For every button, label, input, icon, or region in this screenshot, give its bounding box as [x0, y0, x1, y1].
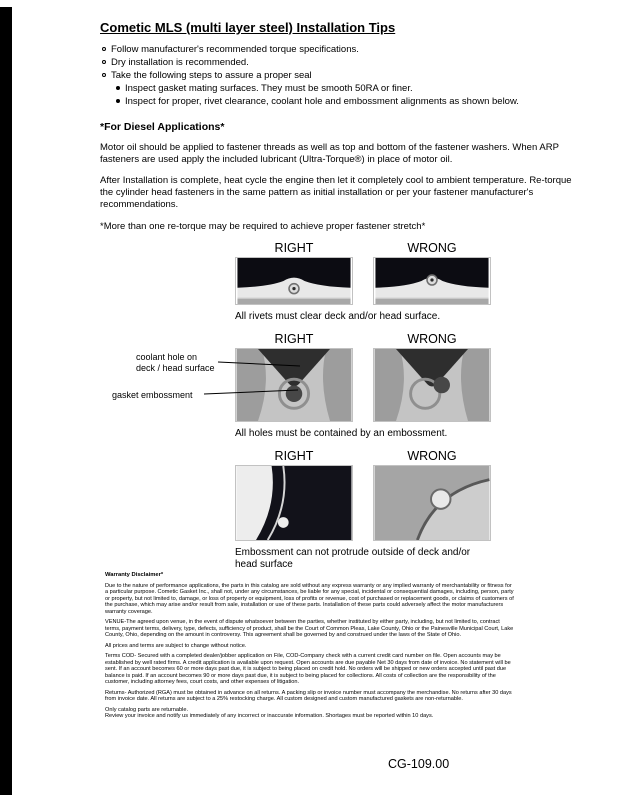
hollow-bullet-icon — [102, 47, 106, 51]
warranty-paragraph: VENUE-The agreed upon venue, in the event of dispute whatsoever between the parties, whether instituted by either party, including, but not limited to, contract terms, payment terms, delivery, type, defects, sufficiency of product, shall be the Court of Common Pleas, Lake County, Ohio or the Painesville Municipal Court, Lake County, Ohio, depending on the amount in controversy. This agreement shall be governed by and construed under the laws of the State of Ohio. — [105, 619, 514, 638]
wrong-label: WRONG — [407, 241, 457, 255]
page-title: Cometic MLS (multi layer steel) Installation Tips — [100, 20, 396, 35]
filled-bullet-icon — [116, 86, 120, 90]
figure-caption-rivets: All rivets must clear deck and/or head surface. — [235, 311, 441, 322]
figure-rivets — [100, 241, 580, 323]
tip-item — [100, 56, 580, 69]
warranty-paragraph: All prices and terms are subject to change without notice. — [105, 642, 247, 649]
binding-black-bar — [0, 7, 12, 795]
tip-text: Take the following steps to assure a proper seal — [111, 70, 312, 81]
tip-text: Dry installation is recommended. — [111, 57, 249, 68]
page-number: CG-109.00 — [388, 757, 450, 771]
tip-sub-item — [100, 82, 580, 95]
figure-caption-holes: All holes must be contained by an embossment. — [235, 428, 448, 439]
main-content — [100, 20, 580, 571]
figure-caption-embossment: Embossment can not protrude outside of deck and/or head surface — [235, 547, 471, 570]
figure-labels — [235, 449, 491, 463]
retorque-note: *More than one re-torque may be required to achieve proper fastener stretch* — [100, 221, 426, 232]
figure-panels — [235, 348, 491, 422]
figure-panels — [235, 257, 491, 305]
diesel-paragraph-1: Motor oil should be applied to fastener threads as well as top and bottom of the fastener washers. When ARP fasteners are used apply the included lubricant (Ultra-Torque®) in place of motor oil. — [100, 142, 559, 165]
embossment-right-image — [235, 465, 353, 541]
warranty-paragraph: Due to the nature of performance applications, the parts in this catalog are sold without any express warranty or any implied warranty of merchantability or fitness for a particular purpose. Cometic Gasket Inc., shall not, under any circumstances, be liable for any special, incidental or consequential damages, including, person, party or property, but not limited to, damage, or loss of property or equipment, loss of profits or revenue, cost of purchased or replacement goods, or claims of customers of the purchase, which may arise and/or result from sale, installation or use of these parts. Installation of these parts could adversely affect the motor manufacturers warranty coverage. — [105, 582, 514, 615]
hole-right-image — [235, 348, 353, 422]
right-label: RIGHT — [274, 449, 314, 463]
figure-labels — [235, 332, 491, 346]
hole-wrong-image — [373, 348, 491, 422]
tip-text: Inspect gasket mating surfaces. They must be smooth 50RA or finer. — [125, 83, 413, 94]
diesel-paragraph-2: After Installation is complete, heat cycle the engine then let it completely cool to ambient temperature. Re-torque the cylinder head fasteners in the same pattern as initial installation or per your fastener manufacturer's recommendations. — [100, 175, 572, 210]
right-label: RIGHT — [274, 332, 314, 346]
tip-sub-item — [100, 95, 580, 108]
rivet-wrong-image — [373, 257, 491, 305]
warranty-paragraph: Only catalog parts are returnable. — [105, 706, 189, 713]
callout-gasket-embossment: gasket embossment — [112, 390, 193, 400]
tip-text: Follow manufacturer's recommended torque specifications. — [111, 44, 359, 55]
callout-coolant-hole: coolant hole on deck / head surface — [136, 352, 215, 373]
warranty-heading: Warranty Disclaimer* — [105, 572, 164, 578]
warranty-paragraph: Review your invoice and notify us immediately of any incorrect or inaccurate information. Shortages must be reported within 10 days. — [105, 713, 434, 719]
diesel-heading: *For Diesel Applications* — [100, 121, 225, 133]
tip-item — [100, 69, 580, 82]
warranty-paragraph: Terms COD- Secured with a completed dealer/jobber application on File, COD-Company check with a current credit card number on file. Open accounts may be established by well rated firms. A credit application is available upon request. Open accounts are due payable Net 30 days from date of invoice. No statement will be sent. If an account becomes 60 or more days past due, it is subject to being placed on credit hold. No orders will be shipped or new orders accepted until past due balance is paid. If an account becomes 90 or more days past due, it is subject to being placed for collections. All costs of collection are the responsibility of the customer, including attorney fees, court costs, and other expenses of litigation. — [105, 653, 511, 685]
figure-holes — [100, 332, 580, 440]
right-label: RIGHT — [274, 241, 314, 255]
wrong-label: WRONG — [407, 449, 457, 463]
figure-labels — [235, 241, 491, 255]
warranty-disclaimer — [105, 572, 514, 724]
tip-item — [100, 43, 580, 56]
warranty-paragraph: Returns- Authorized (RGA) must be obtained in advance on all returns. A packing slip or invoice number must accompany the merchandise. No returns after 30 days from invoice date. All returns are subject to a 25% restocking charge. All custom designed and custom manufactured gaskets are non-returnable. — [105, 689, 512, 702]
figure-panels — [235, 465, 491, 541]
embossment-wrong-image — [373, 465, 491, 541]
hollow-bullet-icon — [102, 73, 106, 77]
tip-text: Inspect for proper, rivet clearance, coolant hole and embossment alignments as shown below. — [125, 96, 519, 107]
wrong-label: WRONG — [407, 332, 457, 346]
filled-bullet-icon — [116, 99, 120, 103]
rivet-right-image — [235, 257, 353, 305]
figure-embossment — [100, 449, 580, 571]
hollow-bullet-icon — [102, 60, 106, 64]
